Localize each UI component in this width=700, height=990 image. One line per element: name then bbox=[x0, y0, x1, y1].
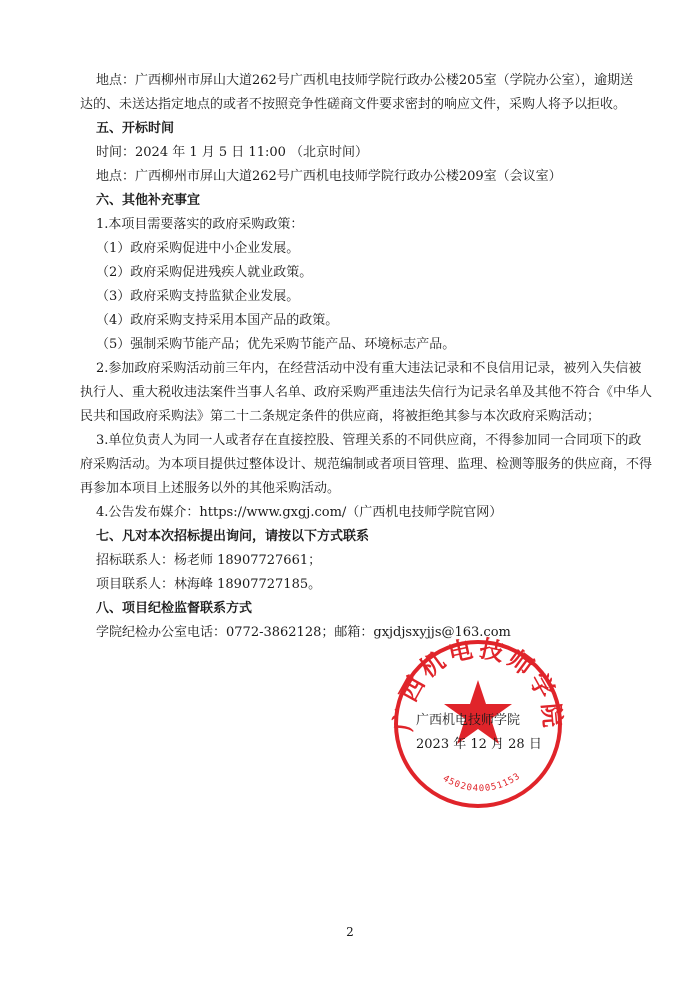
para-item-4: 4.公告发布媒介：https://www.gxgj.com/（广西机电技师学院官网） bbox=[96, 505, 503, 520]
contact-tender: 招标联系人：杨老师 18907727661； bbox=[96, 553, 322, 568]
para-item-1: 1.本项目需要落实的政府采购政策： bbox=[96, 217, 304, 232]
para-item-3-line1: 3.单位负责人为同一人或者存在直接控股、管理关系的不同供应商，不得参加同一合同项下的政 bbox=[96, 433, 642, 448]
contact-discipline: 学院纪检办公室电话：0772-3862128；邮箱：gxjdjsxyjjs@163.com bbox=[96, 625, 511, 640]
heading-section-7: 七、凡对本次招标提出询问，请按以下方式联系 bbox=[96, 529, 370, 544]
para-open-place: 地点：广西柳州市屏山大道262号广西机电技师学院行政办公楼209室（会议室） bbox=[96, 169, 562, 184]
para-sub-2: （2）政府采购促进残疾人就业政策。 bbox=[96, 265, 313, 280]
heading-section-8: 八、项目纪检监督联系方式 bbox=[96, 601, 253, 616]
signature-date: 2023 年 12 月 28 日 bbox=[416, 737, 542, 752]
para-location-2: 达的、未送达指定地点的或者不按照竞争性磋商文件要求密封的响应文件，采购人将予以拒收。 bbox=[80, 97, 627, 112]
seal-code: 4502040051153 bbox=[440, 771, 523, 795]
contact-project: 项目联系人：林海峰 18907727185。 bbox=[96, 577, 322, 592]
heading-section-5: 五、开标时间 bbox=[96, 121, 175, 136]
signature-org: 广西机电技师学院 bbox=[416, 713, 521, 728]
para-sub-5: （5）强制采购节能产品；优先采购节能产品、环境标志产品。 bbox=[96, 337, 456, 352]
para-sub-1: （1）政府采购促进中小企业发展。 bbox=[96, 241, 300, 256]
para-location-1: 地点：广西柳州市屏山大道262号广西机电技师学院行政办公楼205室（学院办公室），逾期送 bbox=[96, 73, 634, 88]
para-item-2-line2: 执行人、重大税收违法案件当事人名单、政府采购严重违法失信行为记录名单及其他不符合《中华人 bbox=[80, 385, 653, 400]
para-item-3-line3: 再参加本项目上述服务以外的其他采购活动。 bbox=[80, 481, 341, 496]
svg-text:4502040051153 bbox=[441, 771, 523, 794]
para-sub-3: （3）政府采购支持监狱企业发展。 bbox=[96, 289, 300, 304]
page-number: 2 bbox=[346, 925, 354, 939]
para-item-3-line2: 府采购活动。为本项目提供过整体设计、规范编制或者项目管理、监理、检测等服务的供应商，不得 bbox=[80, 457, 653, 472]
para-sub-4: （4）政府采购支持采用本国产品的政策。 bbox=[96, 313, 339, 328]
para-item-2-line1: 2.参加政府采购活动前三年内，在经营活动中没有重大违法记录和不良信用记录，被列入失信被 bbox=[96, 361, 642, 376]
seal-text: 广西机电技师学院 bbox=[388, 634, 568, 733]
heading-section-6: 六、其他补充事宜 bbox=[96, 193, 201, 208]
para-item-2-line3: 民共和国政府采购法》第二十二条规定条件的供应商，将被拒绝其参与本次政府采购活动； bbox=[80, 409, 601, 424]
para-open-time: 时间：2024 年 1 月 5 日 11:00 （北京时间） bbox=[96, 145, 369, 160]
